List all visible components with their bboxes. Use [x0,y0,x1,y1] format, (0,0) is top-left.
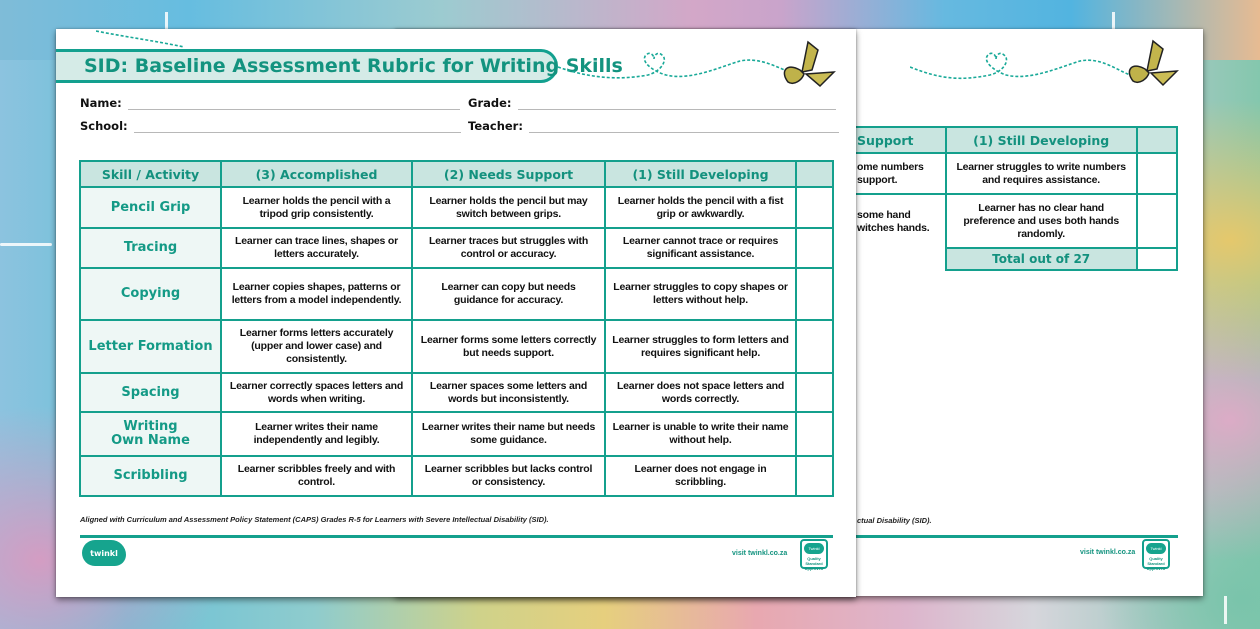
cell-accomplished: Learner holds the pencil with a tripod grip consistently. [221,187,412,228]
back-score-cell[interactable] [1137,153,1177,194]
cell-needs-support: Learner traces but struggles with control or accuracy. [412,228,605,268]
cell-still-developing: Learner cannot trace or requires significant assistance. [605,228,796,268]
back-cell-needs-support: ome numbers support. [855,153,946,194]
badge-cloud: Twinkl [1146,543,1166,554]
sparkle-decoration [0,243,52,246]
cell-still-developing: Learner does not space letters and words correctly. [605,373,796,412]
cell-accomplished: Learner writes their name independently and legibly. [221,412,412,456]
grade-field[interactable] [468,96,836,110]
cell-accomplished: Learner correctly spaces letters and words when writing. [221,373,412,412]
back-score-cell[interactable] [1137,194,1177,248]
dotted-heart-path [910,49,1140,99]
twinkl-logo[interactable]: twinkl [82,540,126,566]
skill-spacing: Spacing [80,373,221,412]
cell-accomplished: Learner forms letters accurately (upper and lower case) and consistently. [221,320,412,373]
cell-needs-support: Learner spaces some letters and words but inconsistently. [412,373,605,412]
teacher-input-line[interactable] [529,121,839,133]
score-cell[interactable] [796,320,833,373]
name-input-line[interactable] [128,98,460,110]
quality-badge [800,539,828,569]
score-cell[interactable] [796,456,833,496]
cell-still-developing: Learner struggles to copy shapes or letters without help. [605,268,796,320]
butterfly-icon [1123,37,1181,91]
skill-writing-own-name: Writing Own Name [80,412,221,456]
header-needs-support: (2) Needs Support [412,161,605,187]
name-label: Name: [80,96,122,110]
sparkle-decoration [165,12,168,30]
visit-link[interactable]: visit twinkl.co.za [732,550,788,557]
back-visit-link[interactable]: visit twinkl.co.za [1080,549,1136,556]
table-row [80,320,833,373]
table-row [80,268,833,320]
table-row [80,187,833,228]
skill-pencil-grip: Pencil Grip [80,187,221,228]
cell-accomplished: Learner scribbles freely and with control. [221,456,412,496]
cell-accomplished: Learner copies shapes, patterns or letters from a model independently. [221,268,412,320]
badge-text: Quality Standard Approved [804,556,824,571]
dotted-heart-path [556,47,796,97]
back-cell-needs-support: some hand witches hands. [855,194,946,248]
title-pill [56,49,623,83]
back-quality-badge [1142,539,1170,569]
front-page [56,29,856,597]
score-cell[interactable] [796,373,833,412]
grade-label: Grade: [468,96,512,110]
back-header-needs-support: Support [855,127,946,153]
sparkle-decoration [1224,596,1227,624]
skill-letter-formation: Letter Formation [80,320,221,373]
cell-still-developing: Learner does not engage in scribbling. [605,456,796,496]
cell-needs-support: Learner writes their name but needs some guidance. [412,412,605,456]
back-cell-still-developing: Learner struggles to write numbers and requires assistance. [946,153,1137,194]
grade-input-line[interactable] [518,98,836,110]
skill-tracing: Tracing [80,228,221,268]
header-still-developing: (1) Still Developing [605,161,796,187]
header-skill: Skill / Activity [80,161,221,187]
table-row [80,373,833,412]
cell-needs-support: Learner forms some letters correctly but needs support. [412,320,605,373]
total-label: Total out of 27 [946,248,1137,270]
cell-accomplished: Learner can trace lines, shapes or letters accurately. [221,228,412,268]
score-cell[interactable] [796,187,833,228]
table-row [80,412,833,456]
header-score [796,161,833,187]
teacher-label: Teacher: [468,119,523,133]
cell-needs-support: Learner scribbles but lacks control or consistency. [412,456,605,496]
back-cell-still-developing: Learner has no clear hand preference and uses both hands randomly. [946,194,1137,248]
score-cell[interactable] [796,412,833,456]
cell-still-developing: Learner holds the pencil with a fist grip or awkwardly. [605,187,796,228]
school-field[interactable] [80,119,461,133]
cell-needs-support: Learner holds the pencil but may switch between grips. [412,187,605,228]
document-title: SID: Baseline Assessment Rubric for Writing Skills [84,55,623,77]
cell-still-developing: Learner struggles to form letters and requires significant help. [605,320,796,373]
teacher-field[interactable] [468,119,839,133]
back-footer-divider [855,535,1178,538]
table-row [80,456,833,496]
school-input-line[interactable] [134,121,461,133]
cell-still-developing: Learner is unable to write their name without help. [605,412,796,456]
butterfly-icon [778,38,838,92]
back-rubric-table [855,126,1178,271]
dotted-line-top [96,29,186,49]
skill-copying: Copying [80,268,221,320]
name-field[interactable] [80,96,460,110]
badge-cloud: Twinkl [804,543,824,554]
table-row [80,228,833,268]
footer-divider [80,535,833,538]
score-cell[interactable] [796,228,833,268]
back-header-still-developing: (1) Still Developing [946,127,1137,153]
total-score-cell[interactable] [1137,248,1177,270]
school-label: School: [80,119,128,133]
empty-cell [855,248,946,270]
cell-needs-support: Learner can copy but needs guidance for accuracy. [412,268,605,320]
back-caps-note: ctual Disability (SID). [857,516,932,525]
sparkle-decoration [1112,12,1115,30]
badge-text: Quality Standard Approved [1146,556,1166,571]
caps-note: Aligned with Curriculum and Assessment Policy Statement (CAPS) Grades R-5 for Learners with Severe Intellectual Disability (SID). [80,515,549,524]
rubric-table [79,160,834,497]
skill-scribbling: Scribbling [80,456,221,496]
header-accomplished: (3) Accomplished [221,161,412,187]
back-header-score [1137,127,1177,153]
score-cell[interactable] [796,268,833,320]
